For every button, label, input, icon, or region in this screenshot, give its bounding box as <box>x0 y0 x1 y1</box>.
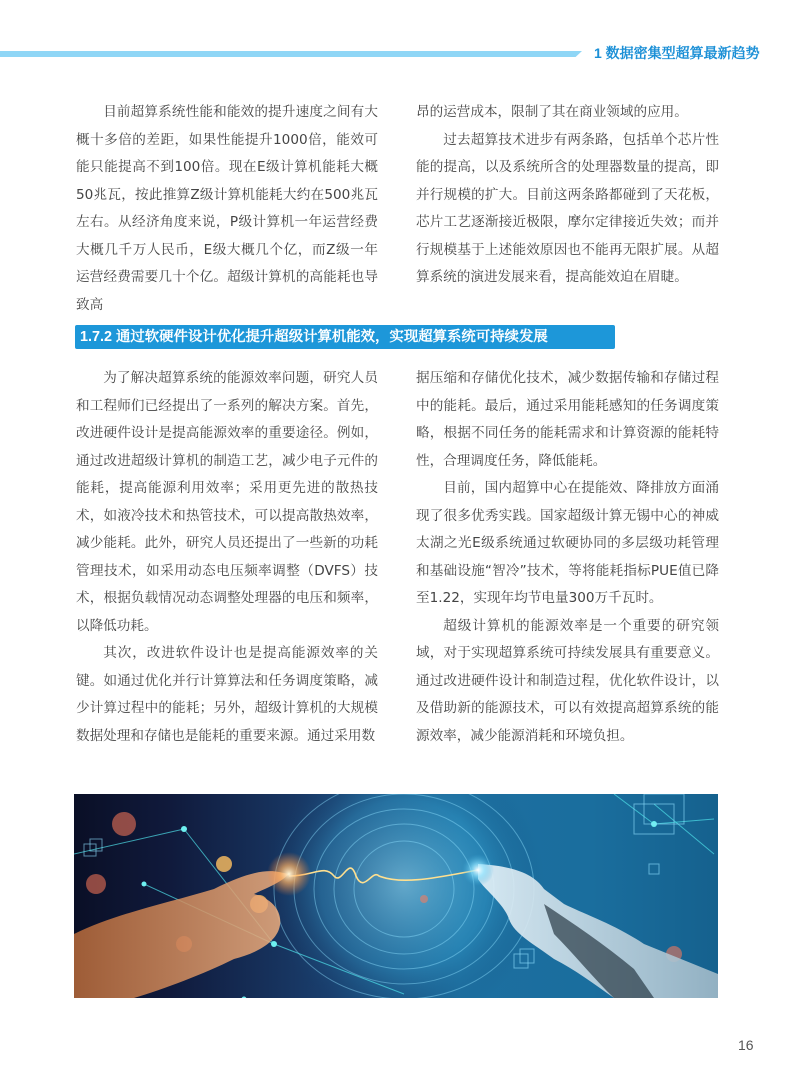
header-rule <box>0 51 582 57</box>
top-left-column <box>76 99 378 319</box>
top-right-column <box>416 99 719 292</box>
paragraph: 其次，改进软件设计也是提高能源效率的关键。如通过优化并行计算算法和任务调度策略，减少计算过程中的能耗；另外，超级计算机的大规模数据处理和存储也是能耗的重要来源。通过采用数 <box>76 645 378 744</box>
paragraph: 目前超算系统性能和能效的提升速度之间有大概十多倍的差距，如果性能提升1000倍，能效可能只能提高不到100倍。现在E级计算机能耗大概50兆瓦，按此推算Z级计算机能耗大约在500兆瓦左右。从经济角度来说，P级计算机一年运营经费大概几千万人民币，E级大概几个亿，而Z级一年运营经费需要几十个亿。超级计算机的高能耗也导致高 <box>76 104 378 313</box>
chapter-title: 1 数据密集型超算最新趋势 <box>594 45 760 61</box>
paragraph: 昂的运营成本，限制了其在商业领域的应用。 <box>416 104 688 120</box>
paragraph: 为了解决超算系统的能源效率问题，研究人员和工程师们已经提出了一系列的解决方案。首先，改进硬件设计是提高能源效率的重要途径。例如，通过改进超级计算机的制造工艺，减少电子元件的能耗，提高能源利用效率；采用更先进的散热技术，如液冷技术和热管技术，可以提高散热效率，减少能耗。此外，研究人员还提出了一些新的功耗管理技术，如采用动态电压频率调整（DVFS）技术，根据负载情况动态调整处理器的电压和频率，以降低功耗。 <box>76 370 378 634</box>
section-right-column <box>416 365 719 750</box>
page-number: 16 <box>738 1037 754 1053</box>
hero-image <box>74 794 718 998</box>
paragraph: 目前，国内超算中心在提能效、降排放方面涌现了很多优秀实践。国家超级计算无锡中心的神威太湖之光E级系统通过软硬协同的多层级功耗管理和基础设施“智冷”技术，等将能耗指标PUE值已降至1.22，实现年均节电量300万千瓦时。 <box>416 480 719 606</box>
paragraph: 过去超算技术进步有两条路，包括单个芯片性能的提高，以及系统所含的处理器数量的提高，即并行规模的扩大。目前这两条路都碰到了天花板，芯片工艺逐渐接近极限，摩尔定律接近失效；而并行规模基于上述能效原因也不能再无限扩展。从超算系统的演进发展来看，提高能效迫在眉睫。 <box>416 131 719 285</box>
section-heading: 1.7.2 通过软硬件设计优化提升超级计算机能效，实现超算系统可持续发展 <box>75 325 615 349</box>
paragraph: 超级计算机的能源效率是一个重要的研究领域，对于实现超算系统可持续发展具有重要意义。通过改进硬件设计和制造过程，优化软件设计，以及借助新的能源技术，可以有效提高超算系统的能源效率，减少能源消耗和环境负担。 <box>416 617 719 744</box>
section-left-column <box>76 365 378 750</box>
hand-robot-illustration <box>74 794 718 998</box>
paragraph: 据压缩和存储优化技术，减少数据传输和存储过程中的能耗。最后，通过采用能耗感知的任务调度策略，根据不同任务的能耗需求和计算资源的能耗特性，合理调度任务，降低能耗。 <box>416 370 719 469</box>
